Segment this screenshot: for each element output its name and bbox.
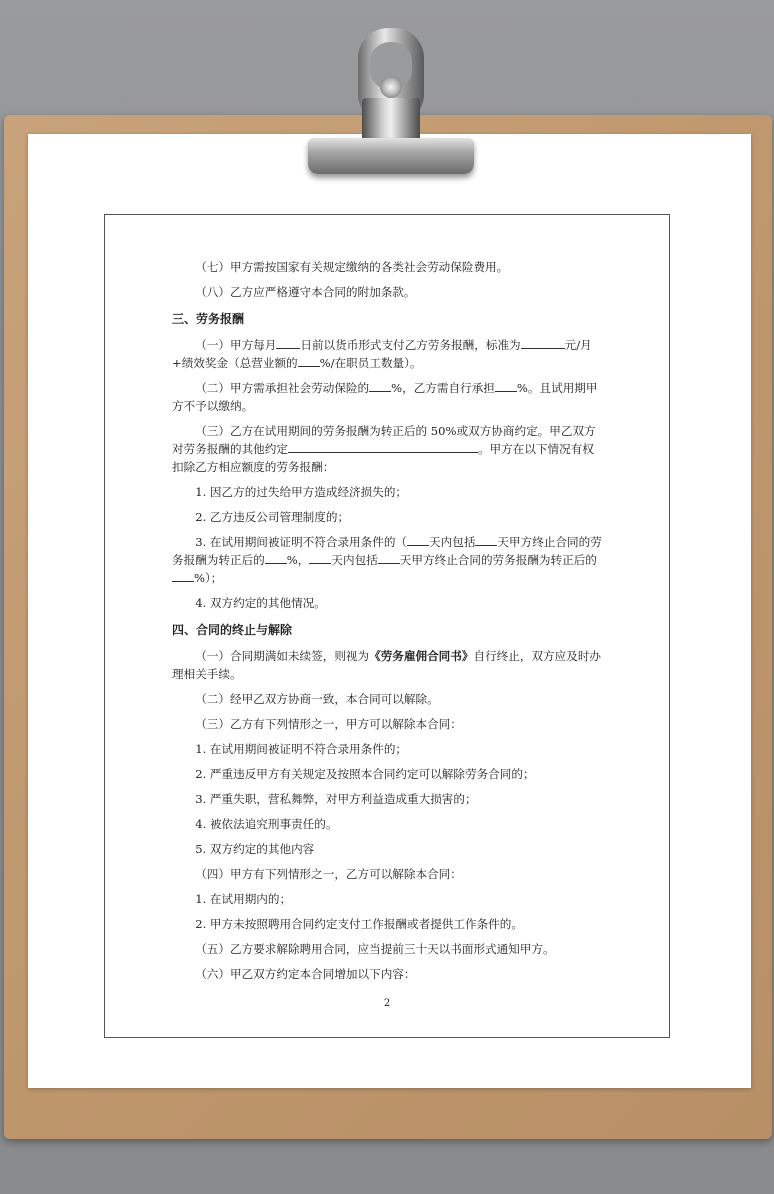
term-clause-4-item-2: 2. 甲方未按照聘用合同约定支付工作报酬或者提供工作条件的。 xyxy=(195,917,523,931)
deduction-4: 4. 双方约定的其他情况。 xyxy=(195,596,326,610)
blank-field[interactable] xyxy=(521,336,565,349)
binder-clip xyxy=(300,28,480,178)
clip-rivet xyxy=(380,76,402,98)
section-4-heading: 四、合同的终止与解除 xyxy=(172,623,293,637)
clause-7: （七）甲方需按国家有关规定缴纳的各类社会劳动保险费用。 xyxy=(195,260,509,274)
term-clause-3-item-1: 1. 在试用期间被证明不符合录用条件的； xyxy=(195,742,408,756)
blank-field[interactable] xyxy=(475,533,497,546)
term-clause-3-item-2: 2. 严重违反甲方有关规定及按照本合同约定可以解除劳务合同的； xyxy=(195,767,535,781)
term-clause-3: （三）乙方有下列情形之一，甲方可以解除本合同： xyxy=(195,717,462,731)
term-clause-6: （六）甲乙双方约定本合同增加以下内容： xyxy=(195,967,416,981)
blank-field[interactable] xyxy=(369,379,391,392)
clip-jaw xyxy=(308,138,474,174)
pay-clause-1: （一）甲方每月 日前以货币形式支付乙方劳务报酬，标准为 元/月+绩效奖金（总营业额的 %/在职员工数量）。 xyxy=(172,338,592,370)
blank-field[interactable] xyxy=(407,533,429,546)
term-clause-3-item-3: 3. 严重失职，营私舞弊，对甲方利益造成重大损害的； xyxy=(195,792,477,806)
blank-field[interactable] xyxy=(309,551,331,564)
term-clause-2: （二）经甲乙双方协商一致，本合同可以解除。 xyxy=(195,692,439,706)
pay-clause-2: （二）甲方需承担社会劳动保险的 %，乙方需自行承担 %。且试用期甲方不予以缴纳。 xyxy=(172,381,598,413)
term-clause-3-item-5: 5. 双方约定的其他内容 xyxy=(195,842,315,856)
blank-field[interactable] xyxy=(276,336,300,349)
blank-field[interactable] xyxy=(495,379,517,392)
blank-field[interactable] xyxy=(265,551,287,564)
term-clause-5: （五）乙方要求解除聘用合同，应当提前三十天以书面形式通知甲方。 xyxy=(195,942,555,956)
blank-field[interactable] xyxy=(288,440,448,453)
contract-text xyxy=(172,258,604,990)
blank-field[interactable] xyxy=(378,551,400,564)
clause-8: （八）乙方应严格遵守本合同的附加条款。 xyxy=(195,285,416,299)
section-3-heading: 三、劳务报酬 xyxy=(172,312,245,326)
blank-field[interactable] xyxy=(448,440,478,453)
term-clause-3-item-4: 4. 被依法追究刑事责任的。 xyxy=(195,817,338,831)
term-clause-4: （四）甲方有下列情形之一，乙方可以解除本合同： xyxy=(195,867,462,881)
term-clause-1: （一）合同期满如未续签，则视为《劳务雇佣合同书》自行终止，双方应及时办理相关手续。 xyxy=(172,649,602,681)
pay-clause-3: （三）乙方在试用期间的劳务报酬为转正后的 50%或双方协商约定。甲乙双方对劳务报酬的其他约定 。甲方在以下情况有权扣除乙方相应额度的劳务报酬： xyxy=(172,424,596,474)
deduction-1: 1. 因乙方的过失给甲方造成经济损失的； xyxy=(195,485,408,499)
blank-field[interactable] xyxy=(298,354,320,367)
blank-field[interactable] xyxy=(172,569,194,582)
deduction-3: 3. 在试用期间被证明不符合录用条件的（ 天内包括 天甲方终止合同的劳务报酬为转正后的 %， 天内包括 天甲方终止合同的劳务报酬为转正后的%）； xyxy=(172,535,602,585)
page-number: 2 xyxy=(383,998,391,1009)
term-clause-4-item-1: 1. 在试用期内的； xyxy=(195,892,292,906)
deduction-2: 2. 乙方违反公司管理制度的； xyxy=(195,510,350,524)
